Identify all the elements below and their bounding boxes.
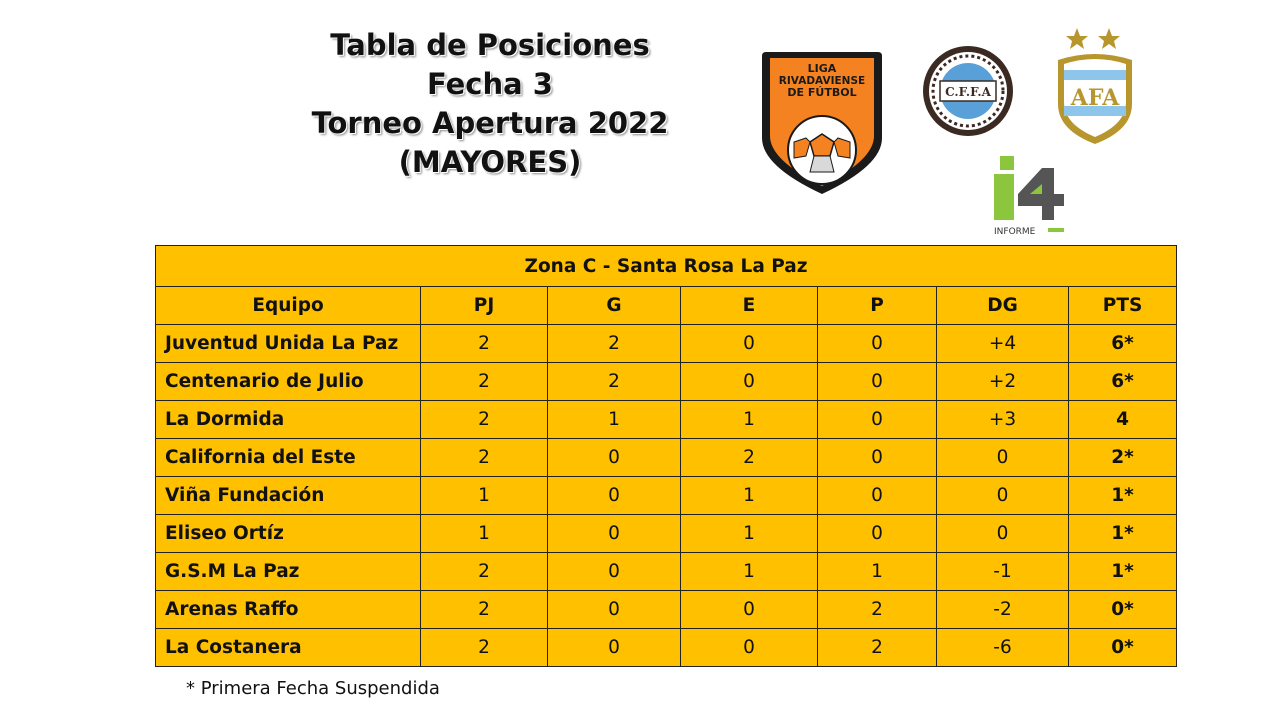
cell-pts: 0* [1069,591,1177,629]
cell-team: Juventud Unida La Paz [156,325,421,363]
table-row [156,401,1177,439]
cffa-logo [920,44,1016,138]
column-header-row [156,287,1177,325]
cell-team: Viña Fundación [156,477,421,515]
liga-logo-text-3: DE FÚTBOL [787,86,857,99]
cell-dg: -2 [937,591,1069,629]
table-row [156,363,1177,401]
cell-e: 0 [681,363,818,401]
title-line-1: Tabla de Posiciones [330,28,650,62]
cell-dg: 0 [937,439,1069,477]
cell-pts: 6* [1069,363,1177,401]
cell-dg: 0 [937,515,1069,553]
cell-g: 2 [548,325,681,363]
liga-logo-text-2: RIVADAVIENSE [778,75,866,87]
title-line-4: (MAYORES) [398,145,582,179]
cell-team: Centenario de Julio [156,363,421,401]
cell-pts: 6* [1069,325,1177,363]
cell-team: G.S.M La Paz [156,553,421,591]
cell-g: 0 [548,553,681,591]
liga-rivadaviense-logo [758,46,886,198]
cffa-logo-text: C.F.F.A [945,85,991,99]
cell-team: California del Este [156,439,421,477]
cell-e: 2 [681,439,818,477]
table-row [156,439,1177,477]
cell-e: 0 [681,629,818,667]
footnote: * Primera Fecha Suspendida [186,678,440,699]
cell-dg: -6 [937,629,1069,667]
cell-p: 0 [818,325,937,363]
cell-p: 0 [818,515,937,553]
table-row [156,629,1177,667]
standings-rows [156,325,1177,667]
cell-g: 0 [548,477,681,515]
cell-g: 2 [548,363,681,401]
liga-logo-text-1: LIGA [807,62,837,75]
afa-logo-text: AFA [1070,85,1120,111]
cell-g: 1 [548,401,681,439]
standings-table [155,245,1177,667]
cell-pts: 1* [1069,553,1177,591]
cell-e: 1 [681,477,818,515]
table-row [156,553,1177,591]
cell-team: La Costanera [156,629,421,667]
cell-dg: 0 [937,477,1069,515]
cell-e: 1 [681,401,818,439]
cell-pj: 2 [421,553,548,591]
cell-pts: 1* [1069,515,1177,553]
cell-p: 0 [818,477,937,515]
title-line-2: Fecha 3 [427,67,553,101]
header-g: G [548,287,681,325]
title-line-3: Torneo Apertura 2022 [311,106,669,140]
cell-pj: 1 [421,515,548,553]
afa-logo [1052,26,1138,146]
table-row [156,477,1177,515]
cell-e: 0 [681,591,818,629]
cell-dg: +4 [937,325,1069,363]
cell-g: 0 [548,591,681,629]
cell-pts: 1* [1069,477,1177,515]
cell-p: 1 [818,553,937,591]
table-row [156,591,1177,629]
zone-title: Zona C - Santa Rosa La Paz [156,246,1177,287]
cell-pj: 2 [421,363,548,401]
header-pts: PTS [1069,287,1177,325]
cell-dg: +3 [937,401,1069,439]
cell-dg: +2 [937,363,1069,401]
header-p: P [818,287,937,325]
cell-e: 1 [681,515,818,553]
header-equipo: Equipo [156,287,421,325]
zone-header-row [156,246,1177,287]
cell-p: 0 [818,439,937,477]
header-pj: PJ [421,287,548,325]
star-icon [1066,28,1120,49]
informe4-logo [992,154,1068,238]
cell-p: 0 [818,363,937,401]
cell-pts: 2* [1069,439,1177,477]
cell-team: Arenas Raffo [156,591,421,629]
table-row [156,515,1177,553]
cell-pj: 2 [421,401,548,439]
cell-pj: 2 [421,439,548,477]
page-title [290,26,690,182]
cell-e: 1 [681,553,818,591]
cell-p: 2 [818,629,937,667]
cell-e: 0 [681,325,818,363]
cell-dg: -1 [937,553,1069,591]
cell-p: 0 [818,401,937,439]
informe-logo-text: INFORME [994,227,1036,237]
header-e: E [681,287,818,325]
cell-pj: 1 [421,477,548,515]
cell-team: Eliseo Ortíz [156,515,421,553]
header-dg: DG [937,287,1069,325]
cell-p: 2 [818,591,937,629]
cell-pj: 2 [421,591,548,629]
soccer-ball-icon [788,116,856,184]
cell-g: 0 [548,629,681,667]
cell-g: 0 [548,515,681,553]
cell-pts: 4 [1069,401,1177,439]
cell-g: 0 [548,439,681,477]
cell-pj: 2 [421,629,548,667]
cell-pj: 2 [421,325,548,363]
cell-pts: 0* [1069,629,1177,667]
table-row [156,325,1177,363]
cell-team: La Dormida [156,401,421,439]
